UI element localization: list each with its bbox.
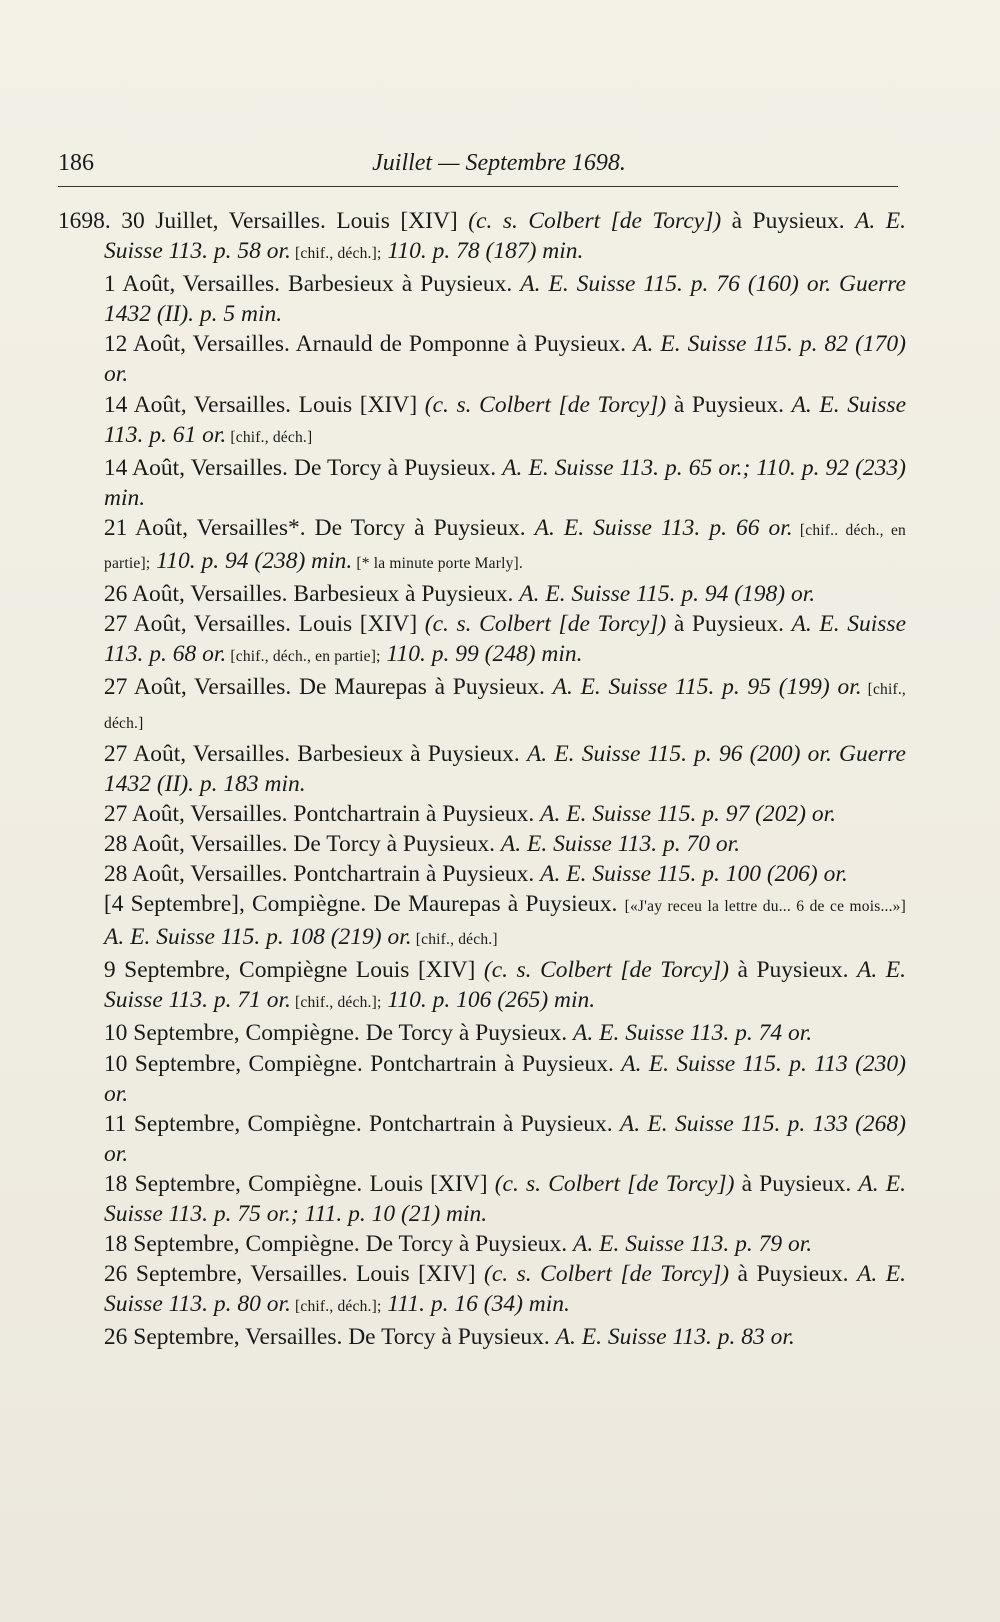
- entry-text: [4 Septembre], Compiègne. De Maurepas à Puysieux.: [103, 891, 625, 918]
- entry-source: A. E. Suisse 115. p. 100 (206) or.: [540, 860, 848, 887]
- entry-text: (c. s. Colbert [de Torcy]): [483, 957, 729, 984]
- entry-source: A. E. Suisse 115. p. 82 (170) or.: [104, 331, 906, 388]
- entry-source: A. E. Suisse 115. p. 95 (199) or.: [552, 674, 862, 701]
- list-item: [104, 889, 906, 955]
- entry-source: 110. p. 99 (248) min.: [380, 641, 583, 668]
- entry-source: A. E. Suisse 115. p. 94 (198) or.: [519, 581, 816, 608]
- entry-text: 10 Septembre, Compiègne. De Torcy à Puysieux.: [103, 1020, 574, 1047]
- entry-text: 21 Août, Versailles*. De Torcy à Puysieux.: [103, 514, 535, 541]
- list-item: [104, 1049, 906, 1109]
- entry-text: 1 Août, Versailles. Barbesieux à Puysieux.: [103, 271, 521, 298]
- entry-source: A. E. Suisse 113. p. 74 or.: [573, 1020, 813, 1047]
- entry-text: à Puysieux.: [721, 208, 856, 234]
- entry-text: (c. s. Colbert [de Torcy]): [424, 611, 667, 638]
- list-item: [104, 739, 906, 799]
- list-item: [104, 1229, 906, 1259]
- entry-text: 27 Août, Versailles. Pontchartrain à Puysieux.: [103, 800, 541, 827]
- entry-text: 27 Août, Versailles. De Maurepas à Puysieux.: [103, 674, 553, 701]
- list-item: [104, 1169, 906, 1229]
- entry-text: 26 Septembre, Versailles. De Torcy à Puysieux.: [103, 1324, 556, 1351]
- list-item: [104, 829, 906, 859]
- entry-text: 14 Août, Versailles. Louis [XIV]: [103, 391, 425, 418]
- entry-note: [chif., déch.]: [411, 931, 498, 949]
- entry-source: A. E. Suisse 113. p. 80 or.: [104, 1261, 906, 1318]
- entry-source: A. E. Suisse 115. p. 108 (219) or.: [104, 924, 412, 951]
- entry-source: A. E. Suisse 113. p. 75 or.; 111. p. 10 (21) min.: [104, 1170, 906, 1227]
- entry-text: (c. s. Colbert [de Torcy]): [494, 1170, 735, 1197]
- entry-source: 110. p. 94 (238) min.: [150, 548, 353, 575]
- list-item: [104, 453, 906, 513]
- entry-note: [* la minute porte Marly].: [352, 555, 523, 573]
- entry-text: 12 Août, Versailles. Arnauld de Pomponne à Puysieux.: [103, 331, 634, 358]
- list-item: [104, 799, 906, 829]
- entry-year: 1698.: [57, 208, 111, 234]
- entry-text: (c. s. Colbert [de Torcy]): [484, 1261, 730, 1288]
- entry-note: [chif., déch.]: [104, 681, 906, 732]
- entry-source: A. E. Suisse 113. p. 66 or.: [534, 514, 793, 541]
- list-item: [104, 579, 906, 609]
- entry-note: [chif., déch.];: [290, 994, 382, 1012]
- list-item: [104, 390, 906, 453]
- entry-source: A. E. Suisse 115. p. 133 (268) or.: [104, 1110, 906, 1167]
- list-item: [104, 269, 906, 329]
- entry-text: 9 Septembre, Compiègne Louis [XIV]: [103, 957, 484, 984]
- list-item: [104, 329, 906, 389]
- entry-source: A. E. Suisse 115. p. 97 (202) or.: [540, 800, 837, 827]
- entry-text: à Puysieux.: [729, 1261, 858, 1288]
- entry-source: A. E. Suisse 113. p. 79 or.: [573, 1231, 813, 1258]
- entry-text: à Puysieux.: [734, 1170, 859, 1197]
- entry-text: 11 Septembre, Compiègne. Pontchartrain à Puysieux.: [103, 1110, 620, 1137]
- entry-text: (c. s. Colbert [de Torcy]): [424, 391, 667, 418]
- entry-text: 27 Août, Versailles. Barbesieux à Puysieux.: [103, 740, 527, 767]
- entry-source: 111. p. 16 (34) min.: [381, 1291, 570, 1318]
- entry-source: A. E. Suisse 113. p. 70 or.: [500, 830, 740, 857]
- list-item: [104, 609, 906, 672]
- entry-source: 110. p. 78 (187) min.: [381, 238, 584, 265]
- entry-note: [chif., déch.];: [290, 245, 382, 263]
- entry-note: [chif.. déch., en partie];: [104, 521, 906, 573]
- entry-source: A. E. Suisse 113. p. 83 or.: [555, 1324, 795, 1351]
- entry-text: 27 Août, Versailles. Louis [XIV]: [103, 611, 425, 638]
- entry-source: 110. p. 106 (265) min.: [381, 987, 596, 1014]
- entry-note: [chif., déch.];: [290, 1298, 382, 1316]
- entry-list: [57, 206, 907, 1352]
- entry-note: [chif., déch., en partie];: [226, 648, 381, 666]
- entry-source: A. E. Suisse 113. p. 61 or.: [104, 391, 906, 448]
- list-item: [104, 1259, 906, 1322]
- list-item: [57, 206, 907, 269]
- list-item: [104, 955, 906, 1018]
- entry-source: A. E. Suisse 115. p. 113 (230) or.: [104, 1050, 907, 1107]
- entry-text: 18 Septembre, Compiègne. Louis [XIV]: [103, 1170, 495, 1197]
- running-title: Juillet — Septembre 1698.: [372, 150, 626, 176]
- entry-source: A. E. Suisse 115. p. 76 (160) or. Guerre 1432 (II). p. 5 min.: [104, 271, 906, 328]
- list-item: [104, 513, 906, 579]
- list-item: [104, 1018, 906, 1048]
- entry-source: A. E. Suisse 113. p. 71 or.: [104, 957, 907, 1014]
- entry-note: [chif., déch.]: [226, 428, 313, 446]
- entry-text: (c. s. Colbert [de Torcy]): [468, 208, 722, 234]
- entry-text: 10 Septembre, Compiègne. Pontchartrain à Puysieux.: [103, 1050, 622, 1077]
- entry-text: 28 Août, Versailles. De Torcy à Puysieux.: [103, 830, 501, 857]
- entry-text: à Puysieux.: [666, 391, 792, 418]
- list-item: [104, 859, 906, 889]
- entry-text: 30 Juillet, Versailles. Louis [XIV]: [121, 208, 469, 234]
- header-rule: [58, 186, 898, 187]
- entry-text: 18 Septembre, Compiègne. De Torcy à Puysieux.: [103, 1231, 574, 1258]
- entry-text: à Puysieux.: [729, 957, 858, 984]
- list-item: [104, 672, 906, 738]
- entry-note: [«J'ay receu la lettre du... 6 de ce mois...»]: [624, 898, 906, 916]
- list-item: [104, 1322, 906, 1352]
- entry-source: A. E. Suisse 115. p. 96 (200) or. Guerre 1432 (II). p. 183 min.: [104, 740, 906, 797]
- entry-text: 28 Août, Versailles. Pontchartrain à Puysieux.: [103, 860, 541, 887]
- entry-source: A. E. Suisse 113. p. 58 or.: [104, 208, 907, 265]
- page-header: [58, 146, 900, 186]
- entry-text: 14 Août, Versailles. De Torcy à Puysieux.: [103, 454, 503, 481]
- entry-text: à Puysieux.: [666, 611, 792, 638]
- entry-text: 26 Septembre, Versailles. Louis [XIV]: [103, 1261, 485, 1288]
- entry-source: A. E. Suisse 113. p. 65 or.; 110. p. 92 (233) min.: [104, 454, 906, 511]
- list-item: [104, 1109, 906, 1169]
- entry-text: 26 Août, Versailles. Barbesieux à Puysieux.: [103, 581, 520, 608]
- page-number: 186: [58, 150, 94, 176]
- entry-source: A. E. Suisse 113. p. 68 or.: [104, 611, 906, 668]
